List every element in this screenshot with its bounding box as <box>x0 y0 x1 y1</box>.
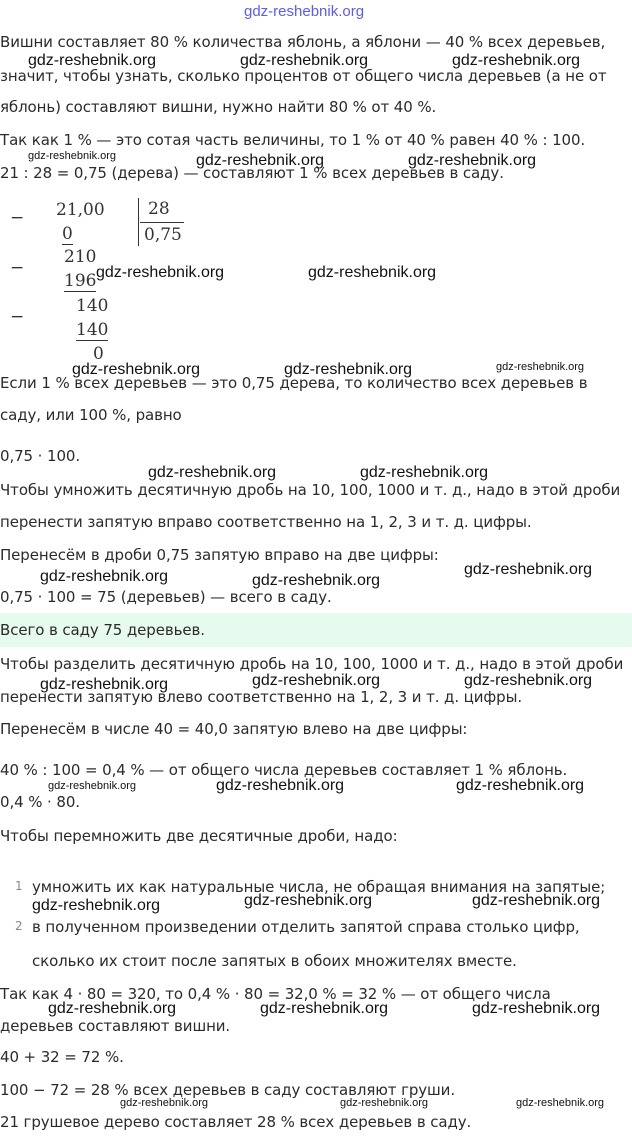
text-line: 21 : 28 = 0,75 (дерева) — составляют 1 % всех деревьев в саду. <box>0 164 504 182</box>
division-step: 140 <box>76 296 109 316</box>
text-line: 0,4 % · 80. <box>0 793 80 811</box>
text-line: 0,75 · 100. <box>0 447 81 465</box>
text-line: 40 + 32 = 72 %. <box>0 1048 124 1066</box>
list-item: сколько их стоит после запятых в обоих множителях вместе. <box>32 952 517 970</box>
watermark: gdz-reshebnik.org <box>452 52 581 69</box>
text-line: перенести запятую вправо соответственно на 1, 2, 3 и т. д. цифры. <box>0 513 532 531</box>
division-step: 210 <box>64 247 97 267</box>
list-number: 1 <box>15 879 23 893</box>
answer-text: Всего в саду 75 деревьев. <box>0 621 205 639</box>
dividend: 21,00 <box>56 200 105 220</box>
text-line: 40 % : 100 = 0,4 % — от общего числа деревьев составляет 1 % яблонь. <box>0 761 568 779</box>
division-step: 196 <box>64 271 97 291</box>
text-line: Так как 4 · 80 = 320, то 0,4 % · 80 = 32,0 % = 32 % — от общего числа <box>0 985 551 1003</box>
watermark: gdz-reshebnik.org <box>464 672 593 689</box>
watermark: gdz-reshebnik.org <box>464 561 593 578</box>
watermark: gdz-reshebnik.org <box>260 1000 389 1017</box>
division-step: 0 <box>93 344 104 364</box>
text-line: деревьев составляют вишни. <box>0 1017 231 1035</box>
text-line: Чтобы умножить десятичную дробь на 10, 100, 1000 и т. д., надо в этой дроби <box>0 481 621 499</box>
watermark: gdz-reshebnik.org <box>496 361 585 373</box>
divisor: 28 <box>148 199 170 219</box>
watermark: gdz-reshebnik.org <box>340 1097 429 1109</box>
minus-sign: − <box>10 307 25 327</box>
watermark: gdz-reshebnik.org <box>40 568 169 585</box>
text-line: яблонь) составляют вишни, нужно найти 80 % от 40 %. <box>0 98 437 116</box>
text-line: Перенесём в дроби 0,75 запятую вправо на две цифры: <box>0 546 439 564</box>
list-number: 2 <box>15 919 23 933</box>
text-line: 0,75 · 100 = 75 (деревьев) — всего в саду. <box>0 588 332 606</box>
text-line: 21 грушевое дерево составляет 28 % всех деревьев в саду. <box>0 1113 472 1131</box>
watermark: gdz-reshebnik.org <box>28 52 157 69</box>
text-line: Вишни составляет 80 % количества яблонь, а яблони — 40 % всех деревьев, <box>0 33 606 51</box>
watermark: gdz-reshebnik.org <box>244 892 373 909</box>
text-line: значит, чтобы узнать, сколько процентов от общего числа деревьев (а не от <box>0 67 607 85</box>
watermark: gdz-reshebnik.org <box>472 892 601 909</box>
text-line: 100 − 72 = 28 % всех деревьев в саду составляют груши. <box>0 1081 456 1099</box>
watermark: gdz-reshebnik.org <box>244 3 365 20</box>
division-bar <box>140 222 184 223</box>
text-line: Если 1 % всех деревьев — это 0,75 дерева, то количество всех деревьев в <box>0 374 588 392</box>
division-step: 140 <box>76 320 109 340</box>
division-step: 0 <box>62 224 73 244</box>
minus-sign: − <box>10 208 25 228</box>
minus-sign: − <box>10 258 25 278</box>
text-line: Чтобы разделить десятичную дробь на 10, 100, 1000 и т. д., надо в этой дроби <box>0 655 624 673</box>
watermark: gdz-reshebnik.org <box>360 464 489 481</box>
watermark: gdz-reshebnik.org <box>96 264 225 281</box>
text-line: Чтобы перемножить две десятичные дроби, надо: <box>0 827 398 845</box>
list-item: в полученном произведении отделить запятой справа столько цифр, <box>32 918 580 936</box>
watermark: gdz-reshebnik.org <box>252 672 381 689</box>
watermark: gdz-reshebnik.org <box>148 464 277 481</box>
watermark: gdz-reshebnik.org <box>120 1097 209 1109</box>
watermark: gdz-reshebnik.org <box>308 264 437 281</box>
watermark: gdz-reshebnik.org <box>32 897 161 914</box>
text-line: перенести запятую влево соответственно на 1, 2, 3 и т. д. цифры. <box>0 688 522 706</box>
text-line: Перенесём в числе 40 = 40,0 запятую влево на две цифры: <box>0 720 468 738</box>
division-bar <box>138 198 139 246</box>
watermark: gdz-reshebnik.org <box>196 152 325 169</box>
watermark: gdz-reshebnik.org <box>40 676 169 693</box>
watermark: gdz-reshebnik.org <box>408 152 537 169</box>
watermark: gdz-reshebnik.org <box>216 777 345 794</box>
watermark: gdz-reshebnik.org <box>48 1000 177 1017</box>
watermark: gdz-reshebnik.org <box>456 777 585 794</box>
text-line: Так как 1 % — это сотая часть величины, то 1 % от 40 % равен 40 % : 100. <box>0 131 586 149</box>
watermark: gdz-reshebnik.org <box>240 52 369 69</box>
watermark: gdz-reshebnik.org <box>516 1097 605 1109</box>
list-item: умножить их как натуральные числа, не обращая внимания на запятые; <box>32 878 606 896</box>
text-line: саду, или 100 %, равно <box>0 406 182 424</box>
watermark: gdz-reshebnik.org <box>472 1000 601 1017</box>
watermark: gdz-reshebnik.org <box>284 361 413 378</box>
watermark: gdz-reshebnik.org <box>252 572 381 589</box>
watermark: gdz-reshebnik.org <box>72 361 201 378</box>
watermark: gdz-reshebnik.org <box>48 780 137 792</box>
quotient: 0,75 <box>144 225 182 245</box>
watermark: gdz-reshebnik.org <box>28 150 117 162</box>
